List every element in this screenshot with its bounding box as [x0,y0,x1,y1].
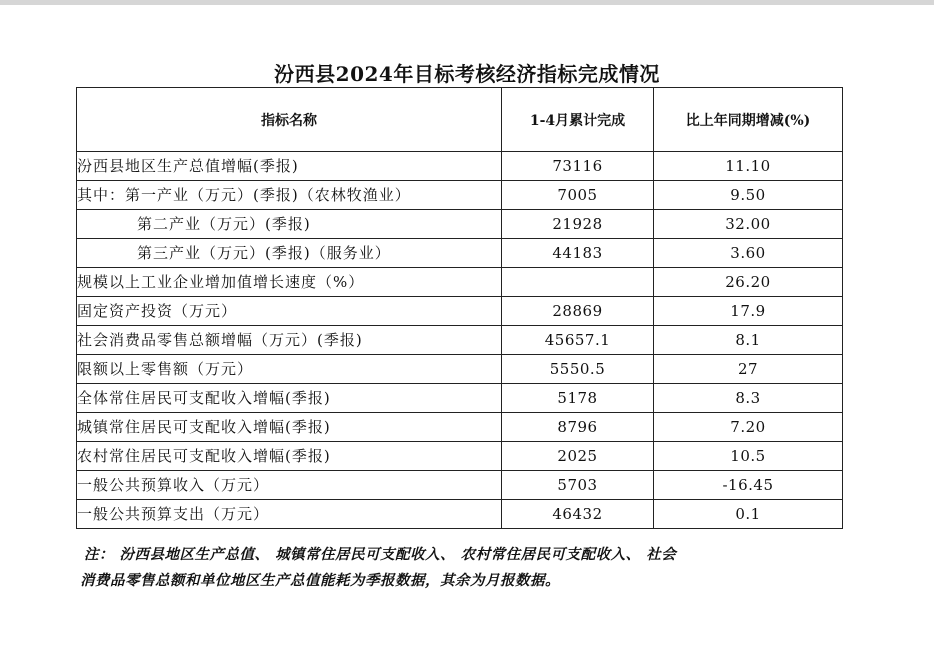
yoy-value: 7.20 [654,413,843,442]
table-row [77,181,843,210]
cumulative-value: 73116 [502,152,654,181]
table-row [77,239,843,268]
indicator-name: 其中：第一产业（万元）(季报)（农林牧渔业） [77,181,502,210]
cumulative-value: 8796 [502,413,654,442]
yoy-value: 9.50 [654,181,843,210]
yoy-value: 26.20 [654,268,843,297]
indicator-name: 固定资产投资（万元） [77,297,502,326]
yoy-value: 27 [654,355,843,384]
cumulative-value: 28869 [502,297,654,326]
yoy-value: 17.9 [654,297,843,326]
cumulative-value: 44183 [502,239,654,268]
document-title: 汾西县2024年目标考核经济指标完成情况 [274,62,660,86]
cumulative-value: 45657.1 [502,326,654,355]
table-row [77,326,843,355]
yoy-value: 32.00 [654,210,843,239]
cumulative-value: 2025 [502,442,654,471]
header-indicator-name: 指标名称 [77,88,502,152]
table-row [77,268,843,297]
footnote-line-1: 注： 汾西县地区生产总值、 城镇常住居民可支配收入、 农村常住居民可支配收入、 社会 [84,546,677,563]
header-cumulative: 1-4月累计完成 [502,88,654,152]
table-row [77,152,843,181]
header-yoy-change: 比上年同期增减(%) [654,88,843,152]
table-row [77,471,843,500]
yoy-value: 0.1 [654,500,843,529]
table-header-row [77,88,843,152]
indicator-name: 社会消费品零售总额增幅（万元）(季报) [77,326,502,355]
cumulative-value [502,268,654,297]
cumulative-value: 21928 [502,210,654,239]
indicator-name: 第二产业（万元）(季报) [77,210,502,239]
indicator-name: 一般公共预算收入（万元） [77,471,502,500]
yoy-value: 8.1 [654,326,843,355]
indicator-name: 限额以上零售额（万元） [77,355,502,384]
cumulative-value: 46432 [502,500,654,529]
table-row [77,355,843,384]
cumulative-value: 5550.5 [502,355,654,384]
yoy-value: 11.10 [654,152,843,181]
top-border-bar [0,0,934,5]
indicator-name: 城镇常住居民可支配收入增幅(季报) [77,413,502,442]
indicator-name: 汾西县地区生产总值增幅(季报) [77,152,502,181]
indicator-name: 农村常住居民可支配收入增幅(季报) [77,442,502,471]
yoy-value: 3.60 [654,239,843,268]
yoy-value: -16.45 [654,471,843,500]
table-row [77,413,843,442]
footnote-line-2: 消费品零售总额和单位地区生产总值能耗为季报数据，其余为月报数据。 [80,572,560,589]
table-row [77,384,843,413]
yoy-value: 8.3 [654,384,843,413]
cumulative-value: 5178 [502,384,654,413]
yoy-value: 10.5 [654,442,843,471]
indicator-name: 全体常住居民可支配收入增幅(季报) [77,384,502,413]
table-row [77,297,843,326]
table-row [77,210,843,239]
cumulative-value: 7005 [502,181,654,210]
cumulative-value: 5703 [502,471,654,500]
table-row [77,500,843,529]
indicator-name: 规模以上工业企业增加值增长速度（%） [77,268,502,297]
indicator-name: 一般公共预算支出（万元） [77,500,502,529]
table-row [77,442,843,471]
indicator-name: 第三产业（万元）(季报)（服务业） [77,239,502,268]
footnote [76,542,846,594]
indicator-table [76,87,843,529]
